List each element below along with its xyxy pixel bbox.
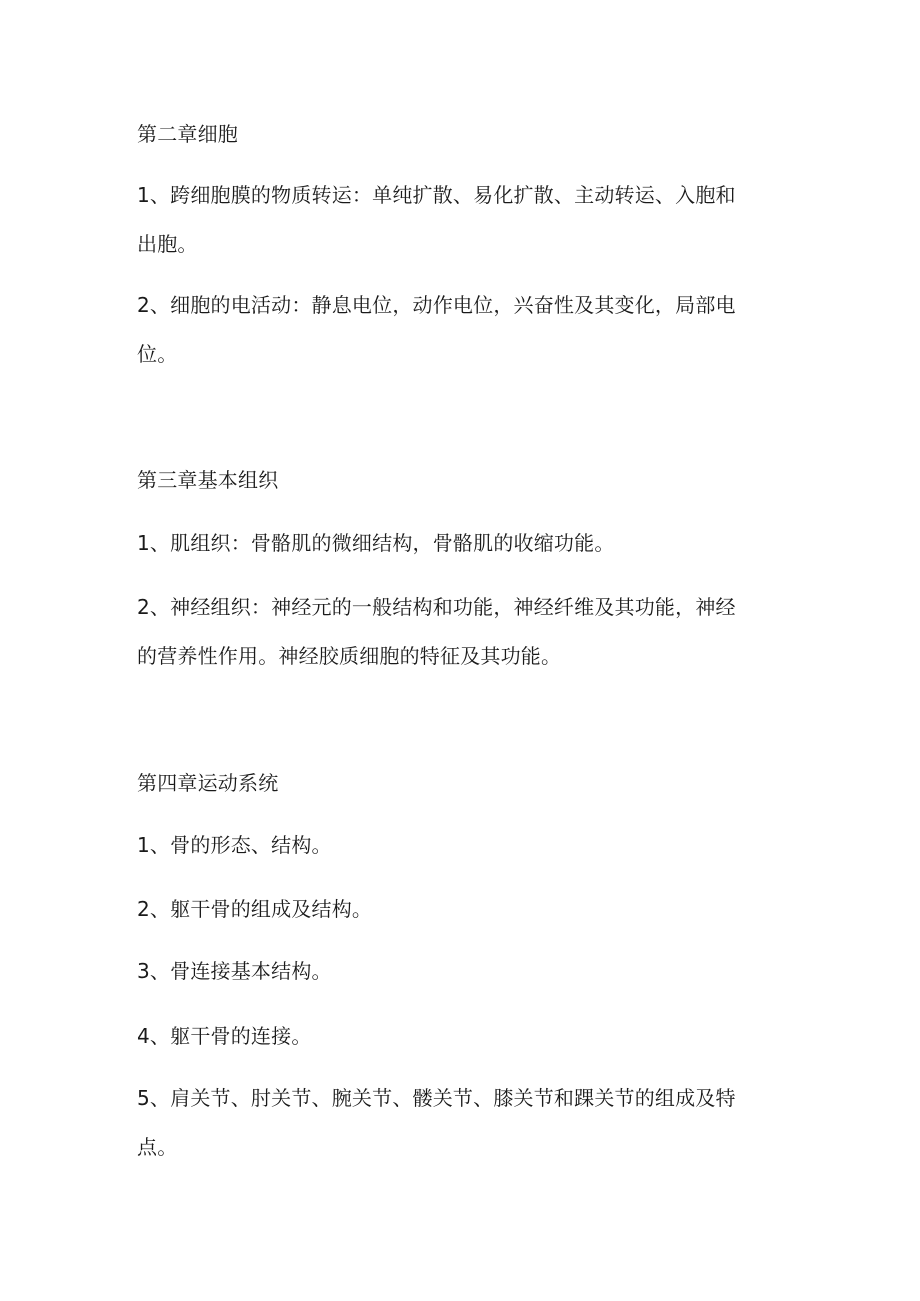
list-item-line: 点。 [137, 1135, 178, 1159]
list-item-line: 出胞。 [137, 232, 198, 256]
list-item-line: 2、躯干骨的组成及结构。 [137, 897, 373, 921]
list-item-line: 3、骨连接基本结构。 [137, 959, 332, 983]
list-item-line: 2、神经组织：神经元的一般结构和功能，神经纤维及其功能，神经 [137, 595, 736, 619]
list-item-line: 1、骨的形态、结构。 [137, 833, 332, 857]
list-item-line: 5、肩关节、肘关节、腕关节、髅关节、膝关节和踝关节的组成及特 [137, 1086, 736, 1110]
list-item-line: 位。 [137, 342, 178, 366]
chapter-title: 第二章细胞 [137, 122, 238, 146]
list-item-line: 1、肌组织：骨骼肌的微细结构，骨骼肌的收缩功能。 [137, 531, 615, 555]
list-item-line: 4、躯干骨的连接。 [137, 1024, 312, 1048]
list-item-line: 1、跨细胞膜的物质转运：单纯扩散、易化扩散、主动转运、入胞和 [137, 183, 736, 207]
list-item-line: 的营养性作用。神经胶质细胞的特征及其功能。 [137, 644, 562, 668]
list-item-line: 2、细胞的电活动：静息电位，动作电位，兴奋性及其变化，局部电 [137, 293, 736, 317]
chapter-title: 第三章基本组织 [137, 468, 279, 492]
chapter-title: 第四章运动系统 [137, 771, 279, 795]
